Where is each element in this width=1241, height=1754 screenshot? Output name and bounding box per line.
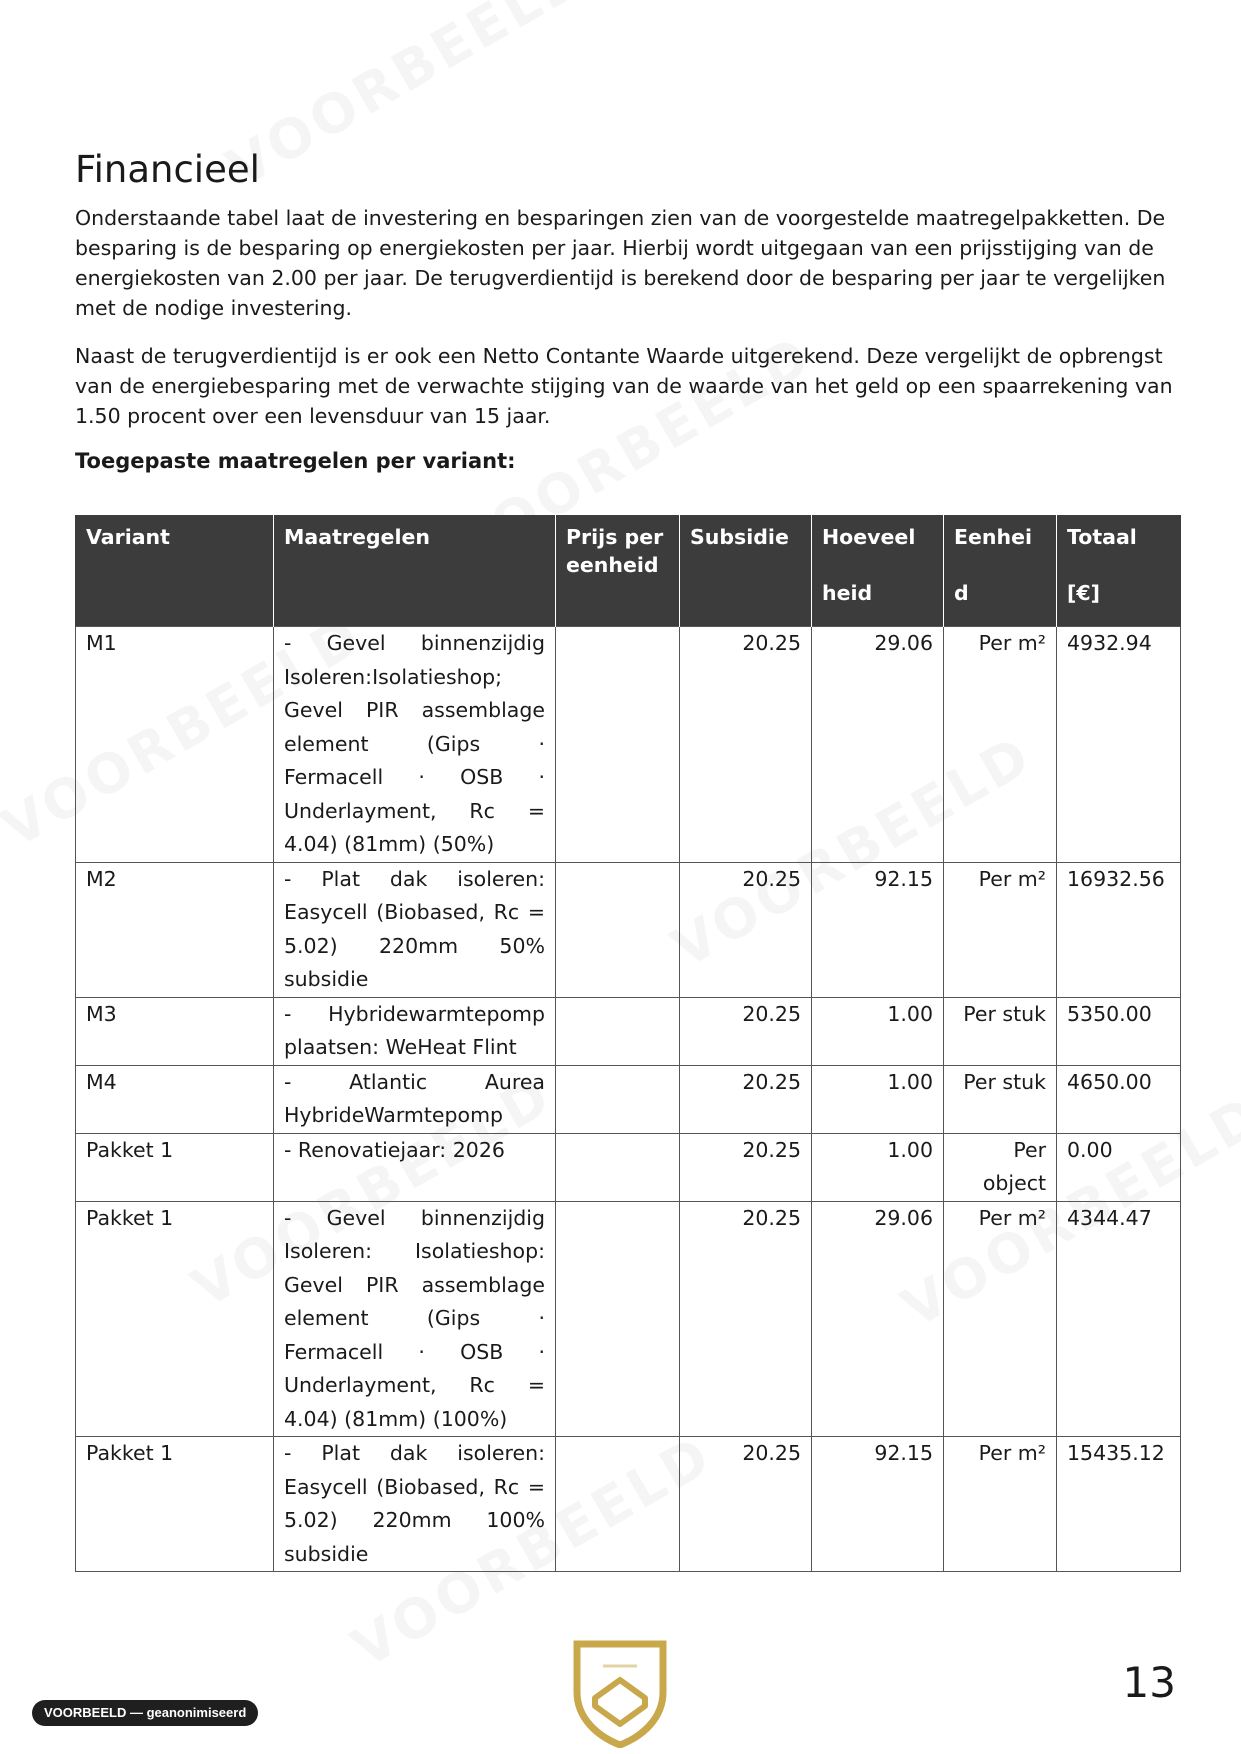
cell-maatregel: - Gevel binnenzijdig Isoleren:Isolatieshop; Gevel PIR assemblage element (Gips · Fermacell · OSB · Underlayment, Rc = 4.04) (81mm) (50%) [274,627,556,863]
cell-hoeveelheid: 29.06 [812,627,944,863]
measures-table [75,515,1181,1572]
cell-subsidie: 20.25 [680,997,812,1065]
table-header-row [76,515,1181,627]
cell-hoeveelheid: 1.00 [812,1133,944,1201]
cell-totaal: 16932.56 [1057,862,1181,997]
watermark [216,0,598,200]
cell-maatregel: - Plat dak isoleren: Easycell (Biobased, Rc = 5.02) 220mm 50% subsidie [274,862,556,997]
cell-variant: Pakket 1 [76,1437,274,1572]
table-subheading: Toegepaste maatregelen per variant: [75,449,516,473]
anonymized-badge: VOORBEELD — geanonimiseerd [32,1700,258,1726]
page-number: 13 [1122,1658,1176,1707]
header-maatregelen: Maatregelen [274,515,556,627]
cell-variant: Pakket 1 [76,1201,274,1437]
cell-totaal: 4932.94 [1057,627,1181,863]
cell-eenheid: Per stuk [944,997,1057,1065]
cell-eenheid: Per object [944,1133,1057,1201]
cell-hoeveelheid: 92.15 [812,862,944,997]
cell-variant: M1 [76,627,274,863]
cell-subsidie: 20.25 [680,862,812,997]
ncw-paragraph: Naast de terugverdientijd is er ook een Netto Contante Waarde uitgerekend. Deze vergelijkt de opbrengst van de energiebesparing met de verwachte stijging van de waarde van het geld op een spaarrekening van 1.50 procent over een levensduur van 15 jaar. [75,344,1173,428]
cell-hoeveelheid: 1.00 [812,1065,944,1133]
table-row [76,1201,1181,1437]
table-row [76,862,1181,997]
cell-maatregel: - Renovatiejaar: 2026 [274,1133,556,1201]
header-totaal: Totaal [€] [1057,515,1181,627]
cell-prijs [556,1133,680,1201]
header-prijs-per-eenheid: Prijs per eenheid [556,515,680,627]
cell-maatregel: - Gevel binnenzijdig Isoleren: Isolatieshop: Gevel PIR assemblage element (Gips · Fermacell · OSB · Underlayment, Rc = 4.04) (81mm) (100%) [274,1201,556,1437]
cell-totaal: 4344.47 [1057,1201,1181,1437]
cell-variant: Pakket 1 [76,1133,274,1201]
cell-hoeveelheid: 1.00 [812,997,944,1065]
cell-variant: M2 [76,862,274,997]
intro-paragraph: Onderstaande tabel laat de investering en besparingen zien van de voorgestelde maatregelpakketten. De besparing is de besparing op energiekosten per jaar. Hierbij wordt uitgegaan van een prijsstijging van de energiekosten van 2.00 per jaar. De terugverdientijd is berekend door de besparing per jaar te vergelijken met de nodige investering. [75,206,1166,320]
cell-prijs [556,997,680,1065]
table-row [76,1437,1181,1572]
cell-eenheid: Per m² [944,862,1057,997]
cell-prijs [556,1065,680,1133]
cell-eenheid: Per m² [944,1437,1057,1572]
cell-subsidie: 20.25 [680,1437,812,1572]
cell-prijs [556,1201,680,1437]
header-variant: Variant [76,515,274,627]
cell-eenheid: Per m² [944,1201,1057,1437]
cell-hoeveelheid: 92.15 [812,1437,944,1572]
cell-totaal: 4650.00 [1057,1065,1181,1133]
shield-logo-icon [573,1640,667,1748]
header-hoeveelheid: Hoeveel heid [812,515,944,627]
table-row [76,1065,1181,1133]
cell-maatregel: - Atlantic Aurea HybrideWarmtepomp [274,1065,556,1133]
cell-variant: M3 [76,997,274,1065]
cell-eenheid: Per stuk [944,1065,1057,1133]
cell-totaal: 15435.12 [1057,1437,1181,1572]
table-row [76,627,1181,863]
page-title: Financieel [75,148,260,191]
cell-subsidie: 20.25 [680,1133,812,1201]
table-row [76,997,1181,1065]
cell-prijs [556,627,680,863]
cell-prijs [556,862,680,997]
cell-variant: M4 [76,1065,274,1133]
header-subsidie: Subsidie [680,515,812,627]
cell-prijs [556,1437,680,1572]
cell-maatregel: - Plat dak isoleren: Easycell (Biobased, Rc = 5.02) 220mm 100% subsidie [274,1437,556,1572]
cell-subsidie: 20.25 [680,627,812,863]
cell-maatregel: - Hybridewarmtepomp plaatsen: WeHeat Flint [274,997,556,1065]
cell-eenheid: Per m² [944,627,1057,863]
cell-subsidie: 20.25 [680,1065,812,1133]
cell-hoeveelheid: 29.06 [812,1201,944,1437]
cell-totaal: 0.00 [1057,1133,1181,1201]
cell-totaal: 5350.00 [1057,997,1181,1065]
header-eenheid: Eenhei d [944,515,1057,627]
cell-subsidie: 20.25 [680,1201,812,1437]
table-row [76,1133,1181,1201]
